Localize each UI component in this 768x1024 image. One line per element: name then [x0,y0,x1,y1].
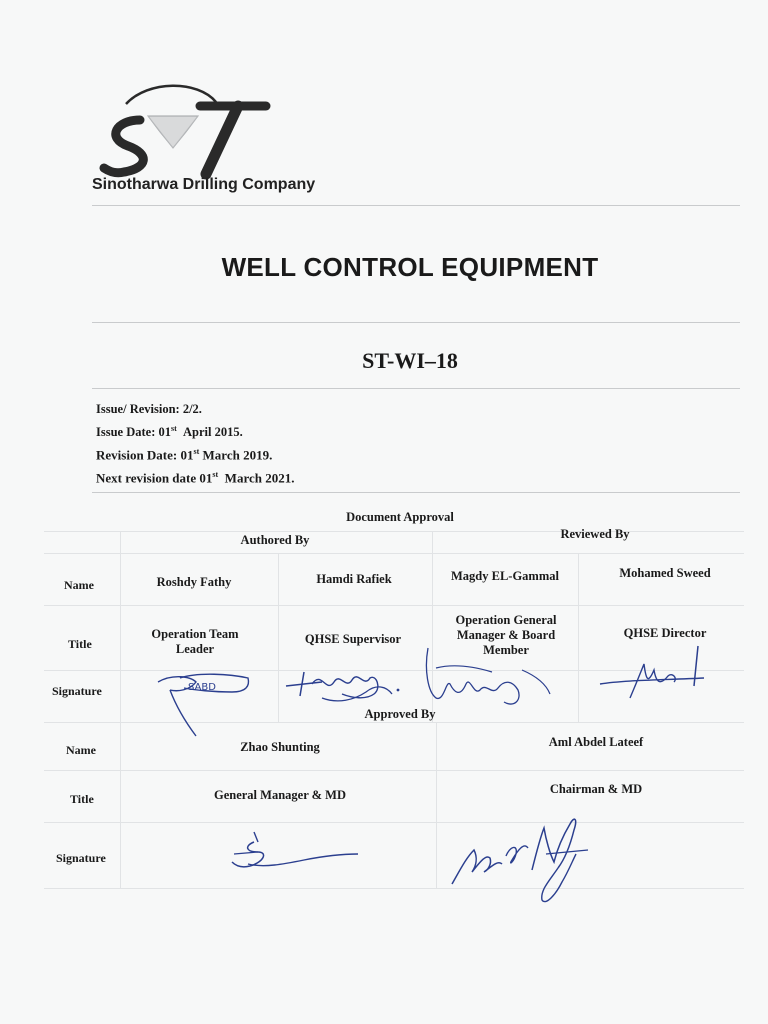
signature-roshdy-fathy [150,668,260,740]
document-approval-heading: Document Approval [346,510,454,524]
row-label-name: Name [66,743,96,757]
divider [92,492,740,493]
approved-by-heading: Approved By [364,707,436,721]
reviewer-name: Magdy EL-Gammal [451,569,559,583]
revision-date: Revision Date: 01st March 2019. [96,447,273,463]
divider [92,388,740,389]
table-rule [578,553,579,722]
company-name: Sinotharwa Drilling Company [92,176,316,193]
approver-name: Zhao Shunting [240,740,320,754]
author-title: Operation Team Leader [151,627,239,656]
approver-title: Chairman & MD [549,782,643,796]
table-rule [44,722,744,723]
table-rule [44,553,744,554]
reviewer-title: Operation General Manager & Board Member [455,613,557,657]
reviewed-by-heading: Reviewed By [560,527,630,541]
row-label-name: Name [64,578,94,592]
reviewer-title: QHSE Director [623,626,707,640]
issue-date: Issue Date: 01st April 2015. [96,424,243,440]
authored-by-heading: Authored By [240,533,310,547]
table-rule [120,531,121,888]
document-title: WELL CONTROL EQUIPMENT [221,252,599,282]
divider [92,205,740,206]
table-rule [44,770,744,771]
table-rule [44,605,744,606]
approver-name: Aml Abdel Lateef [548,735,644,749]
svg-text:SABD: SABD [188,682,216,693]
next-revision-date: Next revision date 01st March 2021. [96,470,295,486]
table-rule [278,553,279,722]
signature-mohamed-sweed [594,640,714,704]
row-label-title: Title [68,637,92,651]
row-label-signature: Signature [56,851,106,865]
table-rule [44,822,744,823]
author-title: QHSE Supervisor [304,632,402,646]
reviewer-name: Mohamed Sweed [619,566,711,580]
approver-title: General Manager & MD [213,788,347,802]
divider [92,322,740,323]
signature-zhao-shunting [224,828,364,878]
row-label-signature: Signature [52,684,102,698]
author-name: Hamdi Rafiek [316,572,392,586]
author-name: Roshdy Fathy [156,575,232,589]
row-label-title: Title [70,792,94,806]
signature-aml-abdel-lateef [446,810,606,910]
table-rule [44,888,744,889]
signature-magdy-el-gammal [422,640,562,716]
issue-revision: Issue/ Revision: 2/2. [96,402,202,416]
document-code: ST-WI–18 [362,348,458,373]
table-rule [436,722,437,888]
